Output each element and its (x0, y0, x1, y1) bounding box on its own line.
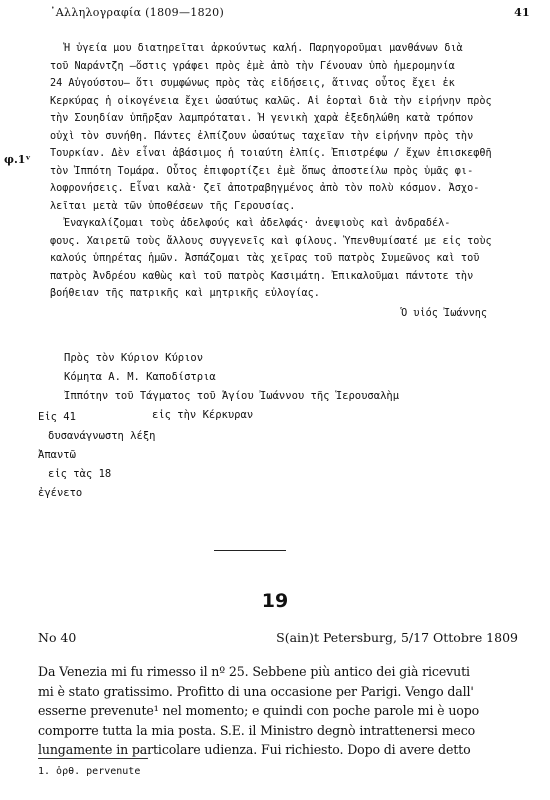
address-line: Κόμητα Α. Μ. Καποδίστρια (64, 371, 216, 383)
place-date: S(ain)t Petersburg, 5/17 Ottobre 1809 (276, 630, 518, 645)
running-head-title: ᾿Αλληλογραφία (1809—1820) (50, 6, 225, 19)
text-line: πατρὸς Ἀνδρέου καθὼς καὶ τοῦ πατρὸς Κασιμάτη. Ἐπικαλοῦμαι πάντοτε τὴν (50, 270, 474, 282)
text-line: βοήθειαν τῆς πατρικῆς καὶ μητρικῆς εὐλογίας. (50, 288, 320, 299)
note-line: δυσανάγνωστη λέξη (48, 430, 156, 442)
address-line: Πρὸς τὸν Κύριον Κύριον (64, 352, 204, 364)
address-line: εἰς τὴν Κέρκυραν (152, 409, 254, 421)
text-line: Ἐναγκαλίζομαι τοὺς ἀδελφούς καὶ ἀδελφάς· ἀνεψιοὺς καὶ ἀνδραδέλ- (64, 218, 451, 229)
text-line: τοῦ Ναράντζη —ὅστις γράφει πρὸς ἐμὲ ἀπὸ τὴν Γένουαν ὑπὸ ἡμερομηνία (50, 60, 455, 72)
dateline (38, 630, 518, 650)
signature: Ὁ υἱός Ἰωάννης (401, 308, 487, 319)
text-line: Ἡ ὑγεία μου διατηρεῖται ἀρκούντως καλή. Παρηγοροῦμαι μανθάνων διὰ (64, 43, 463, 54)
text-line: Τουρκίαν. Δὲν εἶναι ἀβάσιμος ἡ τοιαύτη ἐλπίς. Ἐπιστρέφω / ἔχων ἐπισκεφθῆ (50, 148, 492, 159)
text-line: καλούς ὑπηρέτας ἡμῶν. Ἀσπάζομαι τὰς χεῖρας τοῦ πατρὸς Συμεῶνος καὶ τοῦ (50, 253, 480, 264)
address-line: Ἱππότην τοῦ Τάγματος τοῦ Ἁγίου Ἰωάννου τῆς Ἱερουσαλὴμ (64, 390, 400, 402)
note-line: Ἀπαντῶ (38, 449, 76, 461)
footnote-rule (38, 758, 148, 759)
text-line: esserne prevenute¹ nel momento; e quindi con poche parole mi è uopo (38, 703, 480, 718)
note-line: ἐγένετο (38, 487, 83, 499)
italian-letter-body (38, 662, 524, 760)
text-line: τὴν Σουηδίαν ὑπῆρξαν λαμπρόταται. Ἡ γενικὴ χαρὰ ἐξεδηλώθη κατὰ τρόπον (50, 113, 474, 124)
text-line: comporre tutta la mia posta. S.E. il Ministro degnò intrattenersi meco (38, 722, 476, 738)
text-line: Κερκύρας ἡ οἰκογένεια ἔχει ὡσαύτως καλῶς. Αἱ ἑορταὶ διὰ τὴν εἰρήνην πρὸς (50, 95, 492, 107)
letter-number: 19 (261, 590, 289, 612)
footnote: 1. ὀρθ. pervenute (38, 766, 141, 777)
note-line: εἰς τὰς 18 (48, 468, 112, 480)
running-head (50, 6, 540, 22)
archival-notes (38, 408, 298, 503)
text-line: οὐχὶ τὸν συνήθη. Πάντες ἐλπίζουν ὡσαύτως ταχεῖαν τὴν εἰρήνην πρὸς τὴν (50, 130, 474, 142)
text-line: τὸν Ἱππότη Τομάρα. Οὗτος ἐπιφορτίζει ἐμὲ ὅπως ἀποστείλω πρὸς ὑμᾶς φι- (50, 165, 474, 177)
text-line: φους. Χαιρετῶ τοὺς ἄλλους συγγενεῖς καὶ φίλους. Ὑπενθυμίσατέ με εἰς τοὺς (50, 235, 492, 247)
text-line: lungamente in particolare udienza. Fui richiesto. Dopo di avere detto (38, 742, 471, 757)
note-line: Εἰς 41 (38, 411, 76, 423)
letter-serial: No 40 (38, 630, 77, 645)
folio-margin-note: φ.1ᵛ (4, 153, 31, 166)
text-line: 24 Αὐγούστου— ὅτι συμφώνως πρὸς τὰς εἰδήσεις, ἅτινας οὗτος ἔχει ἐκ (50, 78, 455, 89)
text-line: λεῖται μετὰ τῶν ὑποθέσεων τῆς Γερουσίας. (50, 200, 296, 212)
text-line: Da Venezia mi fu rimesso il nº 25. Sebbene più antico dei già ricevuti (38, 664, 470, 679)
greek-letter-body (50, 40, 515, 303)
text-line: mi è stato gratissimo. Profitto di una occasione per Parigi. Vengo dall' (38, 683, 474, 699)
section-divider (214, 550, 286, 551)
page-number: 41 (514, 6, 530, 19)
text-line: λοφρονήσεις. Εἶναι καλὰ· ζεῖ ἀποτραβηγμένος ἀπὸ τὸν πολὺ κόσμον. Ἀσχο- (50, 183, 480, 194)
signature-block (50, 305, 515, 323)
